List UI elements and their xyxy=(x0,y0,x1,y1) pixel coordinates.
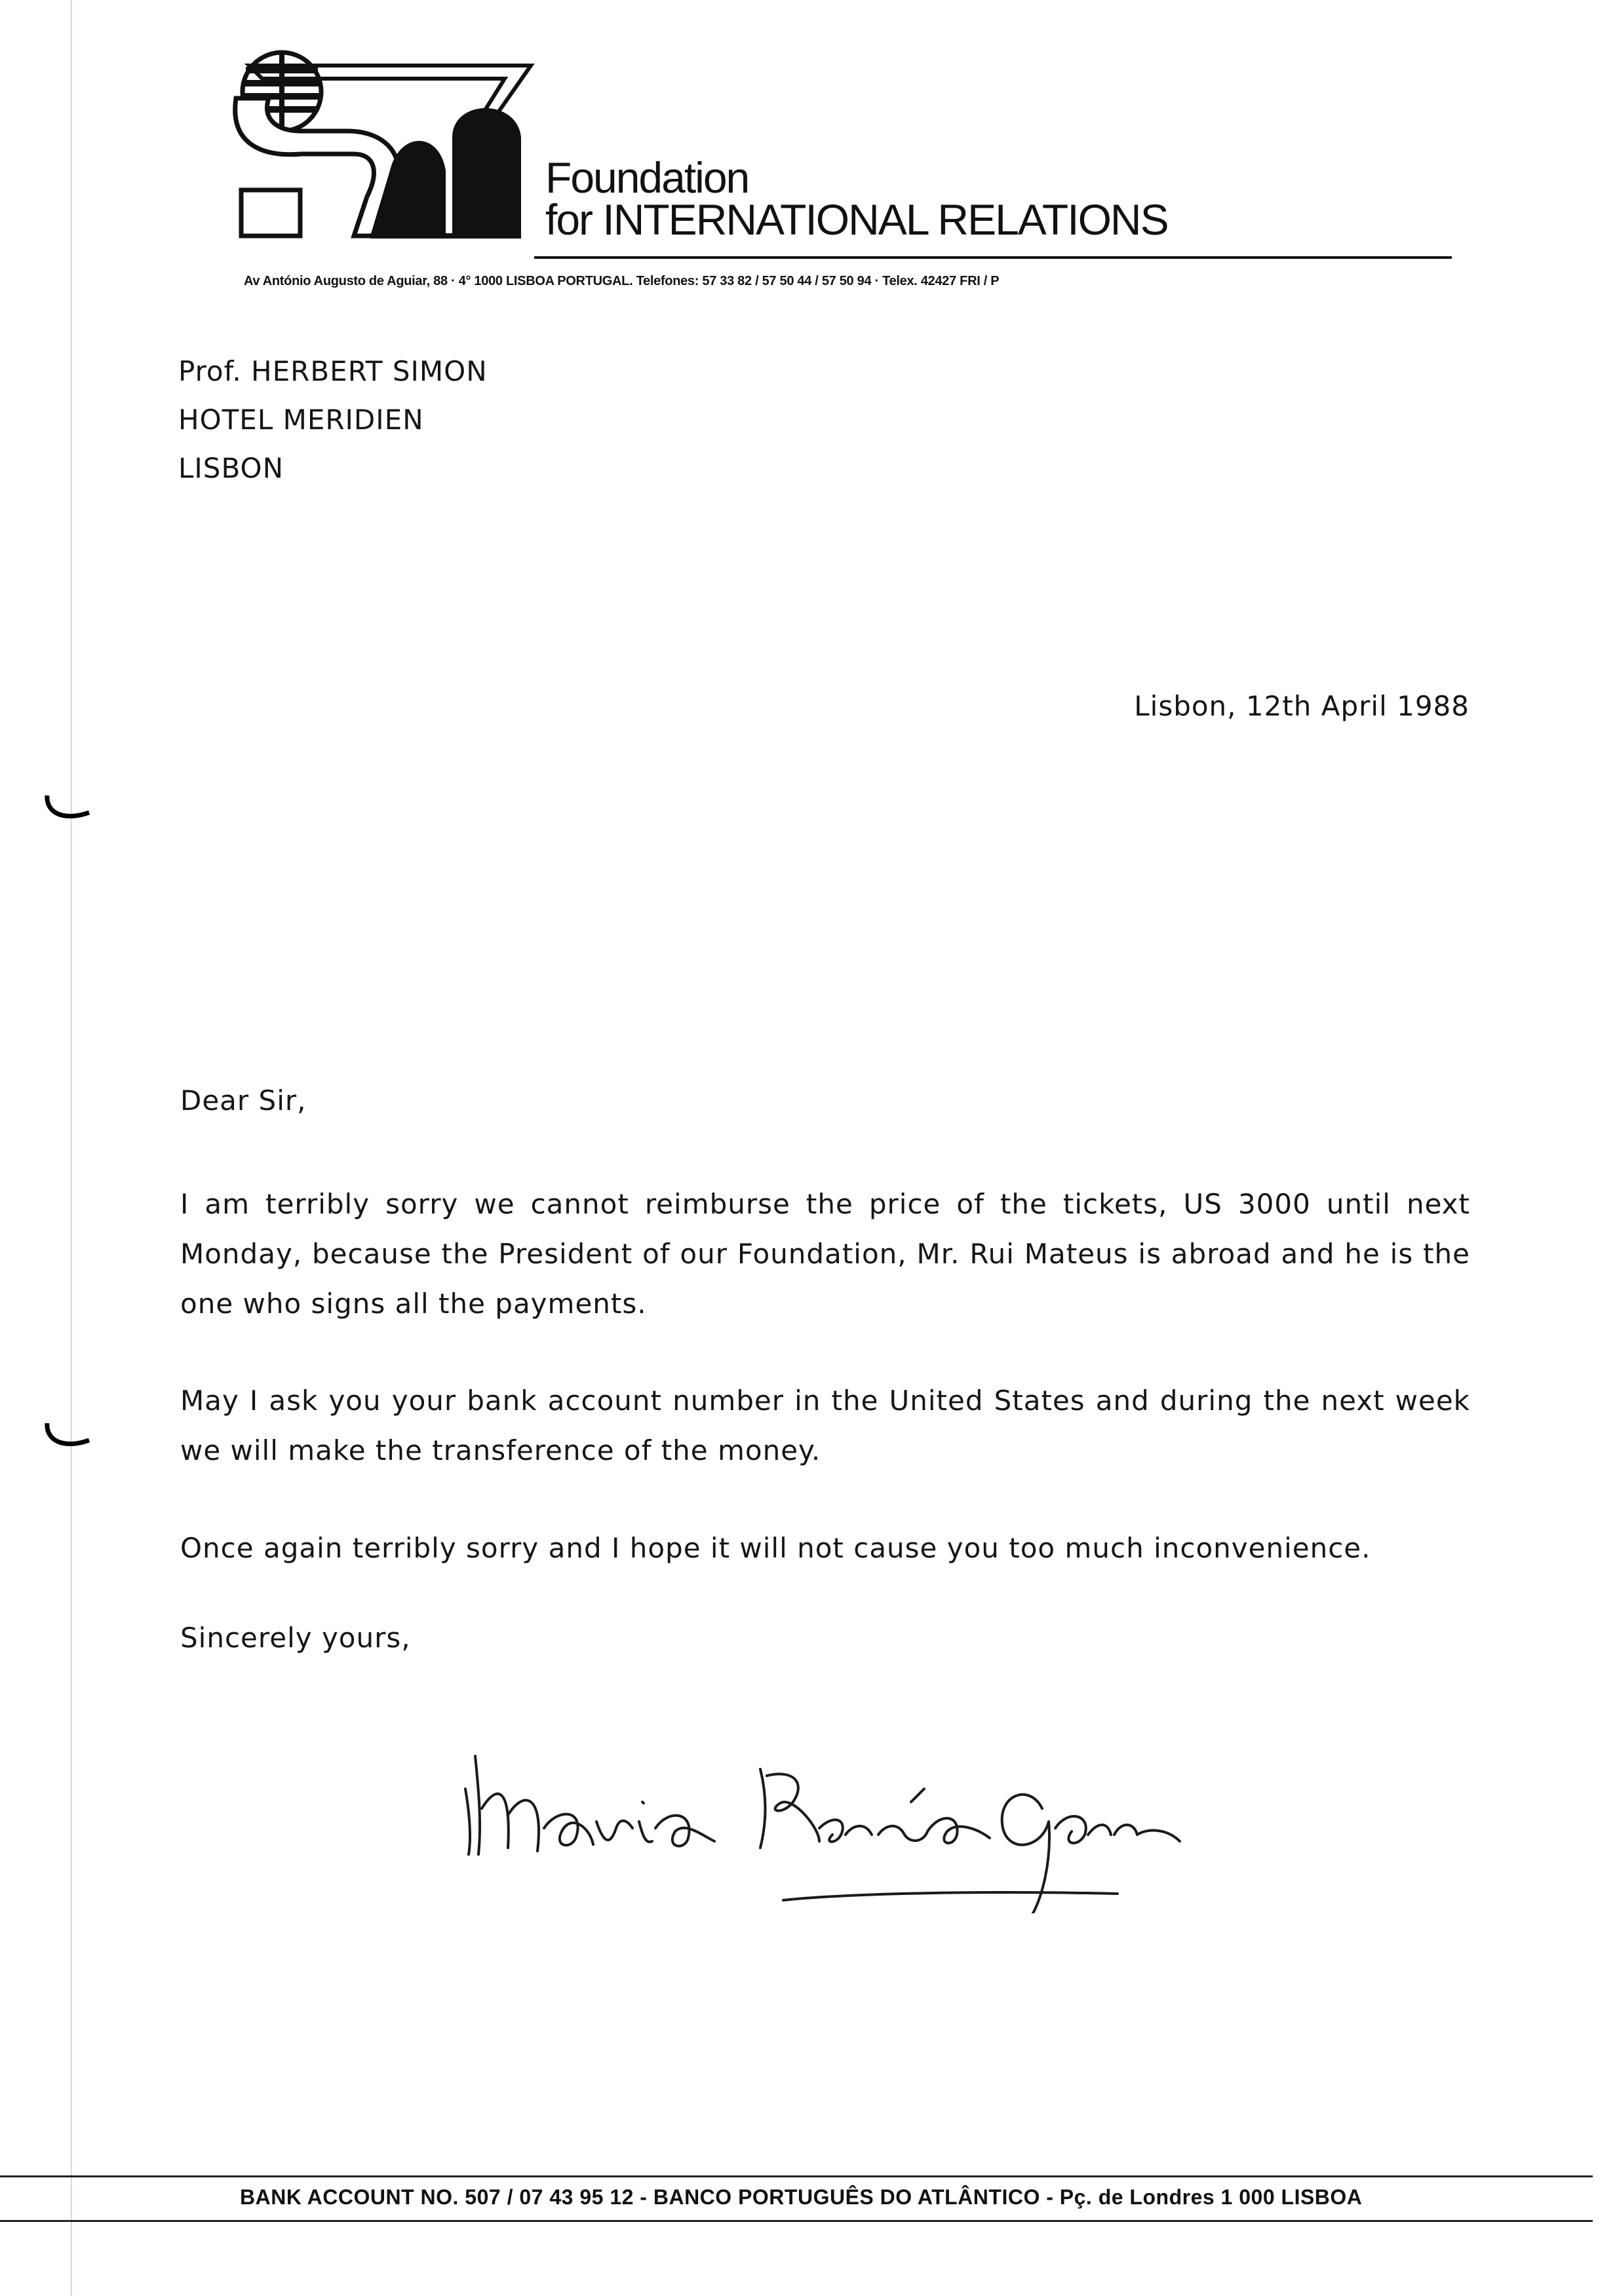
letter-date: Lisbon, 12th April 1988 xyxy=(1134,690,1469,722)
recipient-name: Prof. HERBERT SIMON xyxy=(178,355,488,387)
handwritten-signature xyxy=(452,1730,1186,1913)
recipient-hotel: HOTEL MERIDIEN xyxy=(178,404,424,436)
footer-rule-top xyxy=(0,2175,1593,2177)
body-paragraph: May I ask you your bank account number in the United States and during the next week we will make the transference of the money. xyxy=(180,1385,1470,1466)
header-rule xyxy=(534,256,1452,259)
foundation-logo xyxy=(223,39,537,249)
letterhead-address: Av António Augusto de Aguiar, 88 · 4° 1000 LISBOA PORTUGAL. Telefones: 57 33 82 / 57 50 44 / 57 50 94 · Telex. 42427 FRI / P xyxy=(244,274,1000,288)
org-name-line2: for INTERNATIONAL RELATIONS xyxy=(545,195,1168,244)
closing: Sincerely yours, xyxy=(180,1622,411,1654)
salutation: Dear Sir, xyxy=(180,1084,307,1117)
org-name-line1: Foundation xyxy=(545,153,749,202)
body-paragraph: Once again terribly sorry and I hope it will not cause you too much inconvenience. xyxy=(180,1532,1371,1564)
recipient-city: LISBON xyxy=(178,452,284,484)
binder-hole-mark xyxy=(43,793,93,826)
footer-rule-bottom xyxy=(0,2220,1593,2222)
body-paragraph: I am terribly sorry we cannot reimburse the price of the tickets, US 3000 until next Monday, because the President of our Foundation, Mr. Rui Mateus is abroad and he is the one who signs all the payments. xyxy=(180,1188,1470,1320)
binder-hole-mark xyxy=(43,1421,93,1453)
punch-guide-line xyxy=(71,0,72,2296)
recipient-block xyxy=(178,347,488,493)
footer-bank-account: BANK ACCOUNT NO. 507 / 07 43 95 12 - BANCO PORTUGUÊS DO ATLÂNTICO - Pç. de Londres 1 000 LISBOA xyxy=(240,2185,1363,2209)
